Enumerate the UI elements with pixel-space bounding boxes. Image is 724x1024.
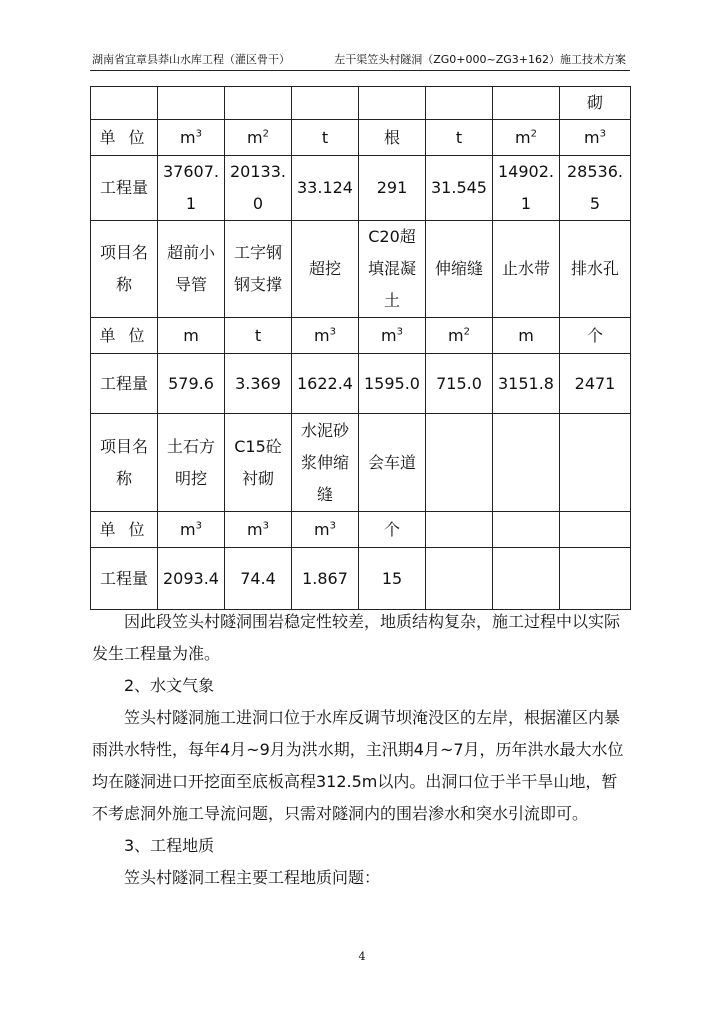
- item-cell: [560, 414, 631, 512]
- unit-cell: [493, 512, 560, 548]
- item-cell: [426, 414, 493, 512]
- unit-exponent: 3: [396, 326, 403, 338]
- unit-cell: [292, 120, 359, 156]
- value-cell: 14902.1: [493, 156, 560, 221]
- unit-cell: [158, 120, 225, 156]
- unit-exponent: 3: [329, 326, 336, 338]
- unit-exponent: 3: [329, 520, 336, 532]
- unit-cell: [225, 512, 292, 548]
- row-label: 项目名称: [91, 221, 158, 318]
- value-cell: 291: [359, 156, 426, 221]
- table-row: [91, 156, 631, 221]
- table-row: [91, 87, 631, 120]
- unit-cell: [426, 512, 493, 548]
- unit-text: t: [455, 127, 463, 147]
- table-cell: [292, 87, 359, 120]
- unit-text: 根: [383, 127, 400, 147]
- unit-exponent: 3: [195, 128, 202, 140]
- body-text: [92, 606, 632, 894]
- table-cell: [426, 87, 493, 120]
- body-paragraph: 笠头村隧洞工程主要工程地质问题：: [124, 868, 381, 887]
- unit-cell: [292, 318, 359, 354]
- body-paragraph: 笠头村隧洞施工进洞口位于水库反调节坝淹没区的左岸，根据灌区内暴雨洪水特性，每年4月~9月为洪水期，主汛期4月~7月，历年洪水最大水位均在隧洞进口开挖面至底板高程312.5m以内。出洞口位于半干旱山地，暂不考虑洞外施工导流问题，只需对隧洞内的围岩渗水和突水引流即可。: [92, 708, 624, 823]
- unit-cell: [560, 120, 631, 156]
- unit-exponent: 3: [195, 520, 202, 532]
- table-row: [91, 318, 631, 354]
- unit-text: m: [314, 325, 330, 345]
- value-cell: 15: [359, 548, 426, 610]
- table-cell: [225, 87, 292, 120]
- row-label: 工程量: [91, 354, 158, 414]
- unit-exponent: 2: [530, 128, 537, 140]
- unit-text: t: [254, 325, 262, 345]
- table-row: [91, 512, 631, 548]
- unit-text: m: [518, 325, 534, 345]
- item-cell: 止水带: [493, 221, 560, 318]
- row-label: 项目名称: [91, 414, 158, 512]
- unit-cell: [225, 318, 292, 354]
- header-left-title: 湖南省宜章县莽山水库工程（灌区骨干）: [92, 53, 290, 66]
- unit-text: t: [321, 127, 329, 147]
- row-label: 单 位: [91, 512, 158, 548]
- value-cell: 28536.5: [560, 156, 631, 221]
- table-row: [91, 354, 631, 414]
- value-cell: 2471: [560, 354, 631, 414]
- table-row: [91, 120, 631, 156]
- unit-cell: [493, 318, 560, 354]
- item-cell: [493, 414, 560, 512]
- unit-text: m: [381, 325, 397, 345]
- item-cell: 超前小导管: [158, 221, 225, 318]
- item-cell: 排水孔: [560, 221, 631, 318]
- unit-cell: [225, 120, 292, 156]
- value-cell: 74.4: [225, 548, 292, 610]
- unit-cell: [292, 512, 359, 548]
- quantity-table: [90, 86, 631, 610]
- unit-cell: [158, 512, 225, 548]
- unit-exponent: 3: [262, 520, 269, 532]
- row-label: 工程量: [91, 548, 158, 610]
- unit-exponent: 2: [262, 128, 269, 140]
- table-row: [91, 548, 631, 610]
- row-label: 工程量: [91, 156, 158, 221]
- item-cell: 土石方明挖: [158, 414, 225, 512]
- item-cell: 水泥砂浆伸缩缝: [292, 414, 359, 512]
- body-paragraph: 因此段笠头村隧洞围岩稳定性较差，地质结构复杂，施工过程中以实际发生工程量为准。: [92, 612, 621, 663]
- unit-text: m: [314, 519, 330, 539]
- value-cell: 3.369: [225, 354, 292, 414]
- unit-text: m: [584, 127, 600, 147]
- value-cell: 37607.1: [158, 156, 225, 221]
- unit-text: m: [247, 519, 263, 539]
- unit-text: m: [247, 127, 263, 147]
- value-cell: [426, 548, 493, 610]
- row-label: 单 位: [91, 120, 158, 156]
- value-cell: 579.6: [158, 354, 225, 414]
- header-rule: [90, 70, 630, 71]
- value-cell: 20133.0: [225, 156, 292, 221]
- unit-text: 个: [586, 325, 603, 345]
- unit-cell: [359, 512, 426, 548]
- value-cell: 1622.4: [292, 354, 359, 414]
- table-row: [91, 221, 631, 318]
- table-cell: 砌: [560, 87, 631, 120]
- unit-cell: [560, 318, 631, 354]
- unit-cell: [560, 512, 631, 548]
- item-cell: 伸缩缝: [426, 221, 493, 318]
- unit-cell: [426, 318, 493, 354]
- unit-cell: [359, 120, 426, 156]
- item-cell: 工字钢钢支撑: [225, 221, 292, 318]
- value-cell: 2093.4: [158, 548, 225, 610]
- page-number: 4: [358, 950, 366, 963]
- value-cell: 3151.8: [493, 354, 560, 414]
- value-cell: 31.545: [426, 156, 493, 221]
- table-cell: [91, 87, 158, 120]
- unit-exponent: 2: [463, 326, 470, 338]
- header-right-title: 左干渠笠头村隧洞（ZG0+000~ZG3+162）施工技术方案: [334, 53, 626, 66]
- unit-cell: [493, 120, 560, 156]
- unit-text: m: [515, 127, 531, 147]
- item-cell: 超挖: [292, 221, 359, 318]
- unit-text: 个: [383, 519, 400, 539]
- value-cell: [560, 548, 631, 610]
- table-cell: [359, 87, 426, 120]
- unit-text: m: [180, 519, 196, 539]
- unit-cell: [359, 318, 426, 354]
- value-cell: [493, 548, 560, 610]
- unit-exponent: 3: [599, 128, 606, 140]
- value-cell: 1.867: [292, 548, 359, 610]
- page-header: [90, 52, 630, 68]
- section-heading: 2、水文气象: [124, 676, 215, 695]
- unit-text: m: [448, 325, 464, 345]
- item-cell: C20超填混凝土: [359, 221, 426, 318]
- value-cell: 1595.0: [359, 354, 426, 414]
- table-cell: [493, 87, 560, 120]
- row-label: 单 位: [91, 318, 158, 354]
- unit-text: m: [180, 127, 196, 147]
- unit-cell: [426, 120, 493, 156]
- unit-text: m: [183, 325, 199, 345]
- item-cell: 会车道: [359, 414, 426, 512]
- value-cell: 33.124: [292, 156, 359, 221]
- unit-cell: [158, 318, 225, 354]
- table-cell: [158, 87, 225, 120]
- value-cell: 715.0: [426, 354, 493, 414]
- section-heading: 3、工程地质: [124, 836, 215, 855]
- item-cell: C15砼衬砌: [225, 414, 292, 512]
- table-row: [91, 414, 631, 512]
